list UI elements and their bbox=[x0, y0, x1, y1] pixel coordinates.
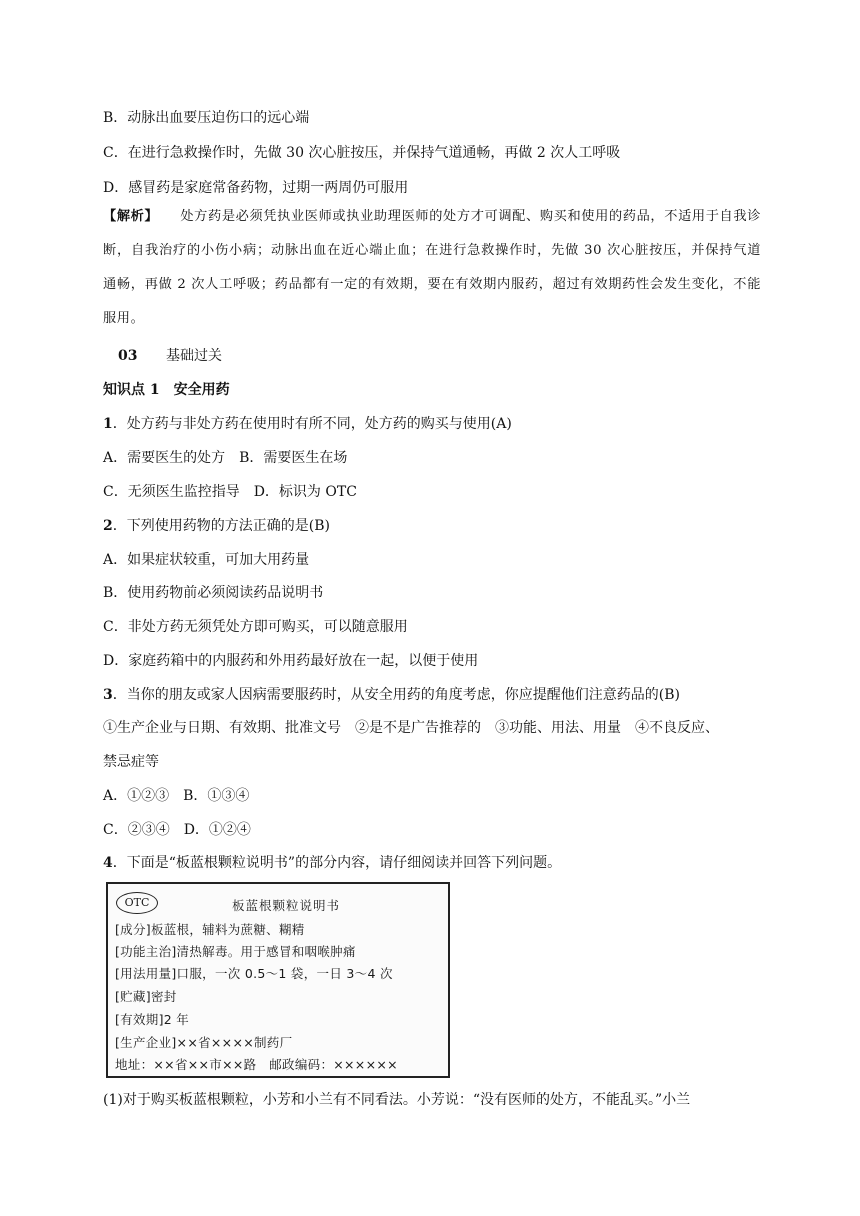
question-2-option-c: C．非处方药无须凭处方即可购买，可以随意服用 bbox=[103, 619, 408, 635]
question-3-items-line-2: 禁忌症等 bbox=[103, 754, 159, 770]
leaflet-title: 板蓝根颗粒说明书 bbox=[232, 898, 341, 913]
question-1-stem: ．处方药与非处方药在使用时有所不同，处方药的购买与使用(A) bbox=[112, 416, 512, 432]
analysis-text: 处方药是必须凭执业医师或执业助理医师的处方才可调配、购买和使用的药品，不适用于自我诊断，自我治疗的小伤小病；动脉出血在近心端止血；在进行急救操作时，先做 30 次心脏按压，并保持气道通畅，再做 2 次人工呼吸；药品都有一定的有效期，要在有效期内服药，超过有效期药性会发生变化，不能服用。 bbox=[103, 209, 761, 326]
analysis-paragraph bbox=[103, 200, 761, 336]
question-4-stem: ．下面是“板蓝根颗粒说明书”的部分内容，请仔细阅读并回答下列问题。 bbox=[112, 855, 562, 871]
question-4-sub-1: (1)对于购买板蓝根颗粒，小芳和小兰有不同看法。小芳说：“没有医师的处方，不能乱买。”小兰 bbox=[103, 1092, 691, 1108]
leaflet-row-dosage: [用法用量]口服，一次 0.5～1 袋，一日 3～4 次 bbox=[115, 966, 393, 981]
question-4 bbox=[103, 853, 561, 873]
question-2-option-d: D．家庭药箱中的内服药和外用药最好放在一起，以便于使用 bbox=[103, 653, 479, 669]
question-2 bbox=[103, 516, 330, 536]
question-2-option-a: A．如果症状较重，可加大用药量 bbox=[103, 552, 310, 568]
question-3-options-ab: A．①②③ B．①③④ bbox=[103, 788, 250, 804]
instruction-leaflet-image bbox=[106, 882, 450, 1078]
question-3-stem: ．当你的朋友或家人因病需要服药时，从安全用药的角度考虑，你应提醒他们注意药品的(B) bbox=[112, 687, 680, 703]
section-title: 基础过关 bbox=[166, 348, 222, 364]
question-2-option-b: B．使用药物前必须阅读药品说明书 bbox=[103, 585, 324, 601]
otc-logo: OTC bbox=[116, 892, 158, 914]
leaflet-row-storage: [贮藏]密封 bbox=[115, 989, 177, 1004]
question-3-number: 3 bbox=[103, 687, 113, 703]
leaflet-row-validity: [有效期]2 年 bbox=[115, 1012, 190, 1027]
question-1 bbox=[103, 414, 512, 434]
section-number: 03 bbox=[118, 348, 138, 364]
knowledge-point-heading: 知识点 1 安全用药 bbox=[103, 382, 230, 398]
question-1-options-ab: A．需要医生的处方 B．需要医生在场 bbox=[103, 450, 348, 466]
question-4-number: 4 bbox=[103, 855, 113, 871]
leaflet-row-ingredients: [成分]板蓝根，辅料为蔗糖、糊精 bbox=[115, 922, 305, 937]
option-b-prev: B．动脉出血要压迫伤口的远心端 bbox=[103, 110, 310, 126]
analysis-tag: 【解析】 bbox=[103, 209, 159, 224]
question-1-options-cd: C．无须医生监控指导 D．标识为 OTC bbox=[103, 484, 357, 500]
leaflet-row-address: 地址：××省××市××路 邮政编码：×××××× bbox=[115, 1057, 398, 1072]
option-c-prev: C．在进行急救操作时，先做 30 次心脏按压，并保持气道通畅，再做 2 次人工呼吸 bbox=[103, 145, 621, 161]
question-3-options-cd: C．②③④ D．①②④ bbox=[103, 822, 251, 838]
question-3 bbox=[103, 685, 680, 705]
question-1-number: 1 bbox=[103, 416, 113, 432]
question-2-number: 2 bbox=[103, 518, 113, 534]
leaflet-row-indications: [功能主治]清热解毒。用于感冒和咽喉肿痛 bbox=[115, 944, 356, 959]
option-d-prev: D．感冒药是家庭常备药物，过期一两周仍可服用 bbox=[103, 180, 409, 196]
question-2-stem: ．下列使用药物的方法正确的是(B) bbox=[112, 518, 330, 534]
question-3-items-line-1: ①生产企业与日期、有效期、批准文号 ②是不是广告推荐的 ③功能、用法、用量 ④不良反应、 bbox=[103, 720, 719, 736]
leaflet-row-manufacturer: [生产企业]××省××××制药厂 bbox=[115, 1035, 293, 1050]
